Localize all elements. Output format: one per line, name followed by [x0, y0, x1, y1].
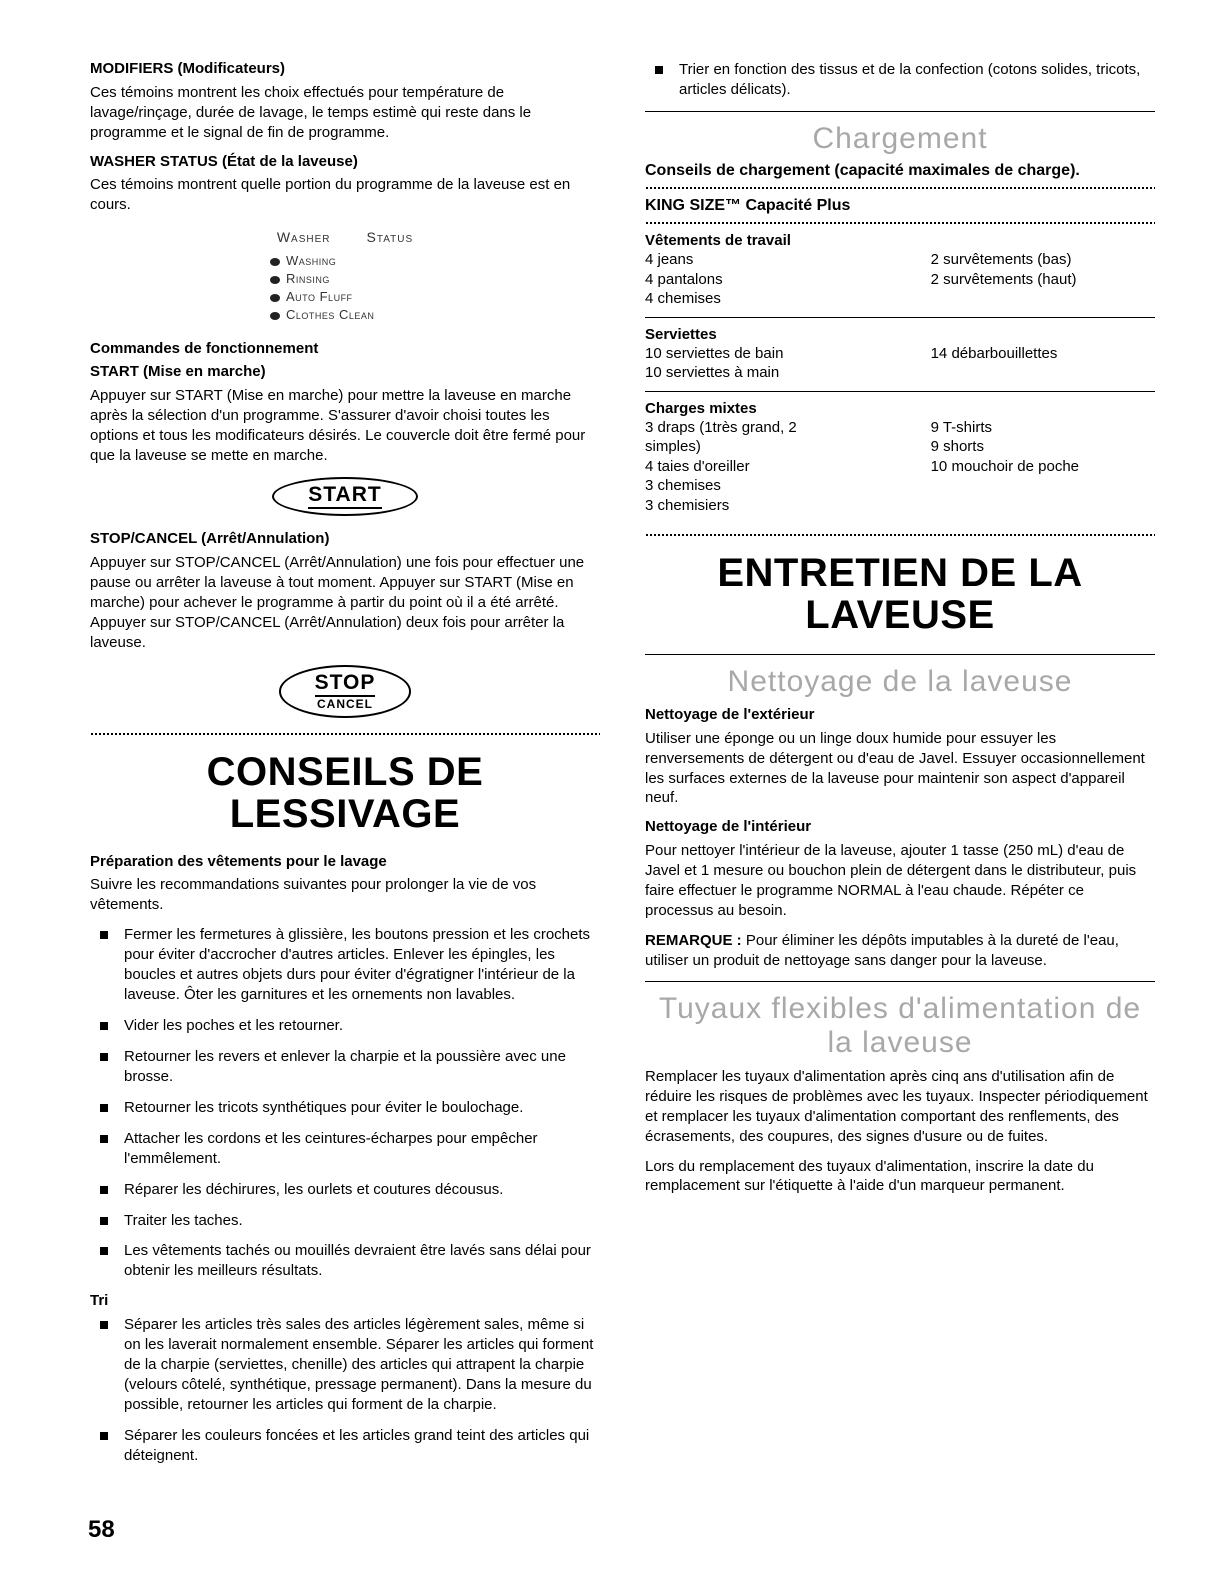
led-item-washing: [270, 253, 420, 268]
preparation-list: [90, 925, 600, 1281]
interior-cleaning-heading: Nettoyage de l'intérieur: [645, 818, 812, 836]
led-label: Auto Fluff: [286, 289, 353, 305]
list-item: Retourner les tricots synthétiques pour éviter le boulochage.: [90, 1098, 600, 1118]
divider: [645, 533, 1155, 538]
divider: [645, 391, 1155, 392]
divider: [90, 732, 600, 737]
interior-cleaning-body: Pour nettoyer l'intérieur de la laveuse, ajouter 1 tasse (250 mL) d'eau de Javel et 1 mesure ou bouchon plein de détergent dans le distributeur, puis faire effectuer le programme NORMAL à l'eau chaude. Répéter ce processus au besoin.: [645, 842, 1137, 919]
sorting-list: [90, 1315, 600, 1466]
cancel-button-label: CANCEL: [316, 696, 373, 711]
table-row: [645, 289, 1155, 309]
led-label: Rinsing: [286, 271, 330, 287]
divider: [645, 186, 1155, 191]
table-cell: 4 taies d'oreiller: [645, 457, 750, 475]
washer-status-led-row: [90, 271, 600, 286]
list-item: Retourner les revers et enlever la charpie et la poussière avec une brosse.: [90, 1047, 600, 1087]
loading-banner-heading: Chargement: [812, 121, 988, 155]
cleaning-note: [645, 931, 1155, 971]
group-title: Vêtements de travail: [645, 232, 791, 250]
table-cell: 4 jeans: [645, 251, 694, 269]
divider: [645, 111, 1155, 112]
led-indicator-icon: [270, 258, 280, 266]
table-row: [645, 270, 1155, 290]
table-row: [645, 344, 1155, 364]
start-button[interactable]: [272, 477, 417, 516]
loading-heading: Conseils de chargement (capacité maximales de charge).: [645, 162, 1080, 180]
washer-status-led-row: [90, 253, 600, 268]
washer-status-graphic-title: [90, 229, 600, 245]
table-cell: [931, 476, 1155, 496]
start-heading: START (Mise en marche): [90, 362, 266, 380]
exterior-cleaning-body: Utiliser une éponge ou un linge doux humide pour essuyer les renversements de détergent ou d'eau de Javel. Essuyer occasionnellement les surfaces externes de la laveuse pour maintenir son aspect d'appareil neuf.: [645, 729, 1145, 807]
led-label: Clothes Clean: [286, 307, 375, 323]
loading-table: [645, 418, 1155, 516]
table-cell: [931, 289, 1155, 309]
list-item: Séparer les couleurs foncées et les articles grand teint des articles qui déteignent.: [90, 1426, 600, 1466]
table-cell: 14 débarbouillettes: [930, 344, 1058, 362]
king-size-subheading: KING SIZE™ Capacité Plus: [645, 197, 851, 215]
table-cell: 9 shorts: [930, 438, 984, 456]
preparation-body: Suivre les recommandations suivantes pour prolonger la vie de vos vêtements.: [90, 876, 537, 914]
table-cell: 4 pantalons: [645, 270, 723, 288]
hoses-paragraph-2: Lors du remplacement des tuyaux d'alimentation, inscrire la date du remplacement sur l'étiquette à l'aide d'un marqueur permanent.: [645, 1157, 1094, 1195]
exterior-cleaning-heading: Nettoyage de l'extérieur: [645, 705, 815, 723]
table-cell: 10 mouchoir de poche: [930, 457, 1080, 475]
cleaning-banner-heading: Nettoyage de la laveuse: [727, 665, 1073, 699]
table-row: [645, 250, 1155, 270]
loading-group-mixed: [645, 400, 1155, 516]
group-title: Charges mixtes: [645, 399, 757, 417]
table-cell: 3 chemisiers: [645, 496, 730, 514]
washer-status-heading: WASHER STATUS (État de la laveuse): [90, 152, 358, 170]
group-title: Serviettes: [645, 325, 717, 343]
table-row: [645, 476, 1155, 496]
loading-group-towels: [645, 326, 1155, 383]
list-item: Traiter les taches.: [90, 1211, 600, 1231]
table-row: [645, 437, 1155, 457]
led-indicator-icon: [270, 294, 280, 302]
table-cell: 10 serviettes de bain: [645, 344, 784, 362]
washer-status-led-row: [90, 289, 600, 304]
list-item: Fermer les fermetures à glissière, les boutons pression et les crochets pour éviter d'accrocher d'autres articles. Enlever les épingles, les boucles et autres objets durs pour éviter d'égratigner l'intérieur de la laveuse. Ôter les garnitures et les ornements non lavables.: [90, 925, 600, 1005]
washer-status-led-row: [90, 307, 600, 322]
led-indicator-icon: [270, 276, 280, 284]
list-item: Séparer les articles très sales des articles légèrement sales, même si on les laverait normalement ensemble. Séparer les articles qui forment de la charpie (serviettes, chenille) des articles qui attrapent la charpie (velours côtelé, synthétique, pressage permanent). Dans la mesure du possible, retourner les articles qui forment de la charpie.: [90, 1315, 600, 1415]
table-cell: simples): [645, 438, 701, 456]
stop-button-label: STOP: [315, 672, 376, 697]
start-body: Appuyer sur START (Mise en marche) pour mettre la laveuse en marche après la sélection d'un programme. S'assurer d'avoir choisi toutes les options et tous les modificateurs désirés. Le couvercle doit être fermé pour que la laveuse se mette en marche.: [90, 386, 586, 464]
sorting-heading: Tri: [90, 1292, 109, 1310]
washer-status-graphic: [90, 229, 600, 322]
washer-care-title: ENTRETIEN DE LA LAVEUSE: [717, 551, 1083, 638]
led-item-clothes-clean: [270, 307, 420, 322]
loading-table: [645, 344, 1155, 383]
loading-group-work-clothes: [645, 232, 1155, 309]
left-column: [90, 60, 600, 1477]
stop-cancel-body: Appuyer sur STOP/CANCEL (Arrêt/Annulation) une fois pour effectuer une pause ou arrêter la laveuse à tout moment. Appuyer sur START (Mise en marche) pour achever le programme à partir du point où il a été arrêté. Appuyer sur STOP/CANCEL (Arrêt/Annulation) deux fois pour arrêter la laveuse.: [90, 554, 585, 651]
list-item: Trier en fonction des tissus et de la confection (cotons solides, tricots, articles délicats).: [645, 60, 1155, 100]
table-row: [645, 457, 1155, 477]
list-item: Les vêtements tachés ou mouillés devraient être lavés sans délai pour obtenir les meilleurs résultats.: [90, 1241, 600, 1281]
led-indicator-icon: [270, 312, 280, 320]
led-label: Washing: [286, 253, 337, 269]
washing-tips-title: CONSEILS DE LESSIVAGE: [206, 749, 484, 836]
list-item: Attacher les cordons et les ceintures-écharpes pour empêcher l'emmêlement.: [90, 1129, 600, 1169]
hoses-paragraph-1: Remplacer les tuyaux d'alimentation après cinq ans d'utilisation afin de réduire les risques de problèmes avec les tuyaux. Inspecter périodiquement et remplacer les tuyaux d'alimentation comportant des renflements, des écrasements, des coupures, des signes d'usure ou de fuites.: [645, 1067, 1148, 1145]
table-cell: 9 T-shirts: [930, 418, 992, 436]
led-item-auto-fluff: [270, 289, 420, 304]
table-cell: 3 draps (1très grand, 2: [645, 418, 797, 436]
table-row: [645, 496, 1155, 516]
washer-status-label-washer: Washer: [276, 229, 331, 246]
right-column: [645, 60, 1155, 1206]
start-button-graphic: [90, 477, 600, 516]
stop-cancel-button-graphic: [90, 665, 600, 718]
divider: [645, 654, 1155, 655]
preparation-heading: Préparation des vêtements pour le lavage: [90, 852, 387, 870]
note-label: REMARQUE :: [645, 931, 742, 949]
table-row: [645, 363, 1155, 383]
note-body: Pour éliminer les dépôts imputables à la dureté de l'eau, utiliser un produit de nettoyage sans danger pour la laveuse.: [645, 931, 1119, 969]
table-cell: 3 chemises: [645, 477, 721, 495]
table-cell: [931, 363, 1155, 383]
table-cell: 2 survêtements (haut): [930, 270, 1077, 288]
led-item-rinsing: [270, 271, 420, 286]
list-item: Réparer les déchirures, les ourlets et coutures décousus.: [90, 1180, 600, 1200]
modifiers-heading: MODIFIERS (Modificateurs): [90, 60, 286, 77]
loading-table: [645, 250, 1155, 309]
sorting-list-continued: [645, 60, 1155, 100]
divider: [645, 981, 1155, 982]
modifiers-body: Ces témoins montrent les choix effectués pour température de lavage/rinçage, durée de lavage, le temps estimè qui reste dans le programme et le signal de fin de programme.: [90, 83, 532, 141]
operating-commands-heading: Commandes de fonctionnement: [90, 340, 319, 358]
table-cell: [931, 496, 1155, 516]
stop-cancel-heading: STOP/CANCEL (Arrêt/Annulation): [90, 530, 330, 548]
table-cell: 2 survêtements (bas): [930, 251, 1072, 269]
table-row: [645, 418, 1155, 438]
hoses-banner-heading: Tuyaux flexibles d'alimentation de la laveuse: [658, 991, 1142, 1060]
divider: [645, 317, 1155, 318]
washer-status-body: Ces témoins montrent quelle portion du programme de la laveuse est en cours.: [90, 176, 571, 214]
start-button-label: START: [308, 484, 381, 509]
stop-cancel-button[interactable]: [279, 665, 412, 718]
page-number: 58: [88, 1516, 115, 1543]
washer-status-label-status: Status: [366, 229, 414, 246]
table-cell: 10 serviettes à main: [645, 364, 780, 382]
list-item: Vider les poches et les retourner.: [90, 1016, 600, 1036]
divider: [645, 221, 1155, 226]
table-cell: 4 chemises: [645, 290, 721, 308]
